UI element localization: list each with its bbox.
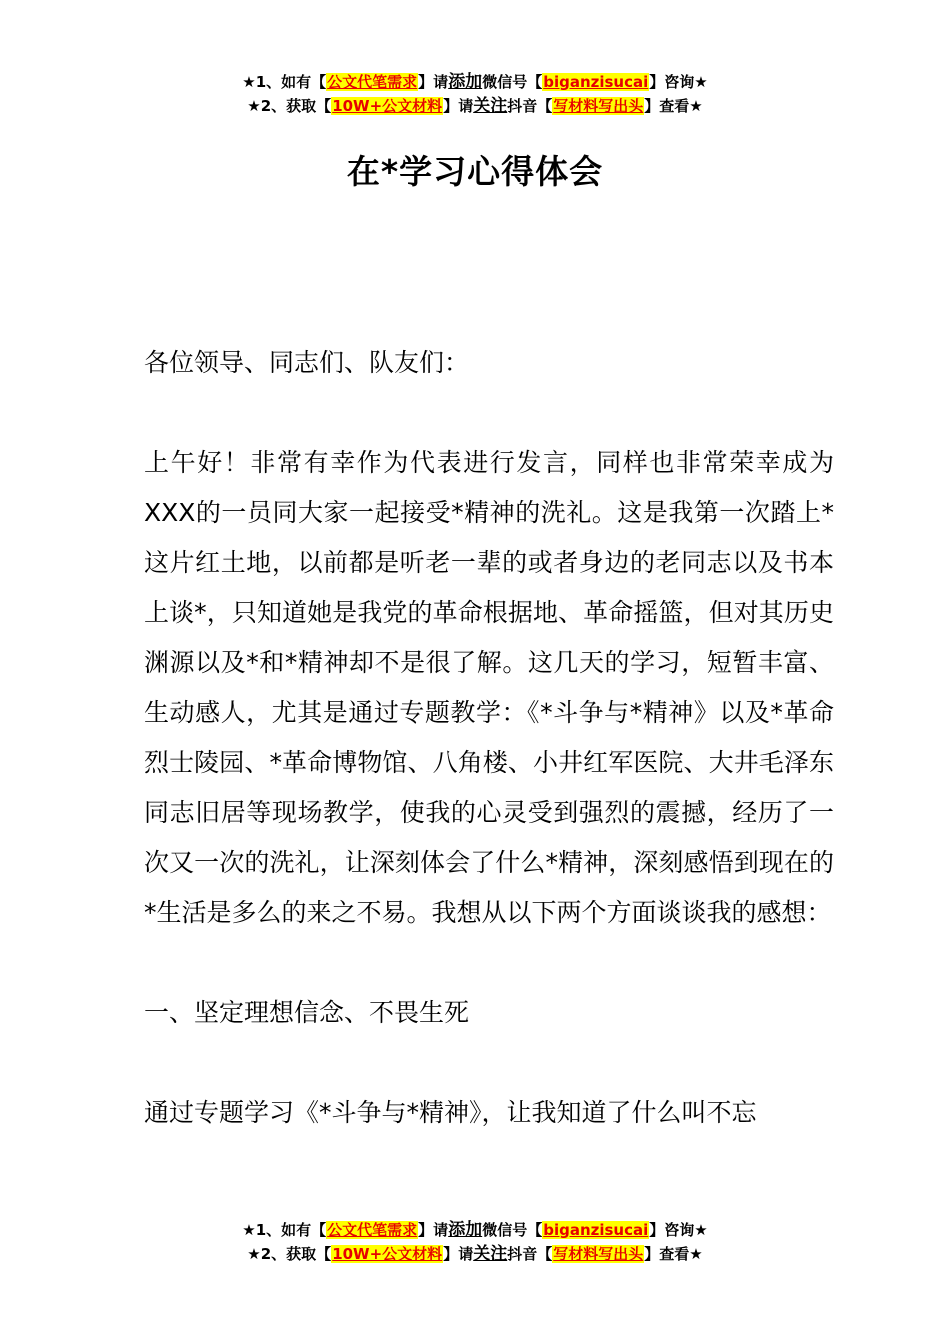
banner-line-2: [0, 1242, 950, 1266]
banner-text: 微信号【: [482, 73, 543, 91]
banner-highlight: biganzisucai: [543, 73, 649, 91]
banner-text: 】请: [443, 1245, 474, 1263]
banner-emphasis: 关注: [473, 96, 508, 116]
banner-highlight: 写材料写出头: [553, 1245, 644, 1263]
paragraph-1: 上午好！非常有幸作为代表进行发言，同样也非常荣幸成为XXX的一员同大家一起接受*精神的洗礼。这是我第一次踏上*这片红土地，以前都是听老一辈的或者身边的老同志以及书本上谈*，只知道她是我党的革命根据地、革命摇篮，但对其历史渊源以及*和*精神却不是很了解。这几天的学习，短暂丰富、生动感人，尤其是通过专题教学：《*斗争与*精神》以及*革命烈士陵园、*革命博物馆、八角楼、小井红军医院、大井毛泽东同志旧居等现场教学，使我的心灵受到强烈的震撼，经历了一次又一次的洗礼，让深刻体会了什么*精神，深刻感悟到现在的*生活是多么的来之不易。我想从以下两个方面谈谈我的感想：: [144, 448, 834, 927]
banner-highlight: 公文代笔需求: [327, 1221, 418, 1239]
banner-text: ★1、如有【: [242, 1221, 327, 1239]
banner-text: ★1、如有【: [242, 73, 327, 91]
section-heading-1: 一、坚定理想信念、不畏生死: [144, 998, 470, 1027]
banner-highlight: biganzisucai: [543, 1221, 649, 1239]
paragraph-spacer: [144, 388, 834, 438]
banner-text: 】请: [418, 1221, 449, 1239]
banner-highlight: 公文代笔需求: [327, 73, 418, 91]
banner-line-1: [0, 70, 950, 94]
paragraph-2: 通过专题学习《*斗争与*精神》，让我知道了什么叫不忘: [144, 1098, 757, 1127]
banner-emphasis: 关注: [473, 1244, 508, 1264]
banner-text: ★2、获取【: [247, 1245, 332, 1263]
banner-highlight: 10W+公文材料: [332, 1245, 443, 1263]
banner-line-1: [0, 1218, 950, 1242]
header-banner: [0, 70, 950, 118]
banner-emphasis: 添加: [448, 72, 483, 92]
banner-line-2: [0, 94, 950, 118]
document-title: 在*学习心得体会: [346, 152, 604, 191]
banner-text: 抖音【: [507, 97, 553, 115]
banner-text: 】请: [443, 97, 474, 115]
banner-text: ★2、获取【: [247, 97, 332, 115]
banner-text: 】咨询★: [649, 1221, 708, 1239]
document-body: [144, 338, 834, 1138]
banner-text: 】查看★: [644, 97, 703, 115]
banner-highlight: 写材料写出头: [553, 97, 644, 115]
banner-text: 】咨询★: [649, 73, 708, 91]
footer-banner: [0, 1218, 950, 1266]
paragraph-spacer: [144, 938, 834, 988]
banner-text: 】请: [418, 73, 449, 91]
banner-text: 】查看★: [644, 1245, 703, 1263]
banner-text: 微信号【: [482, 1221, 543, 1239]
banner-text: 抖音【: [507, 1245, 553, 1263]
paragraph-spacer: [144, 1038, 834, 1088]
banner-emphasis: 添加: [448, 1220, 483, 1240]
salutation: 各位领导、同志们、队友们：: [144, 348, 470, 377]
banner-highlight: 10W+公文材料: [332, 97, 443, 115]
